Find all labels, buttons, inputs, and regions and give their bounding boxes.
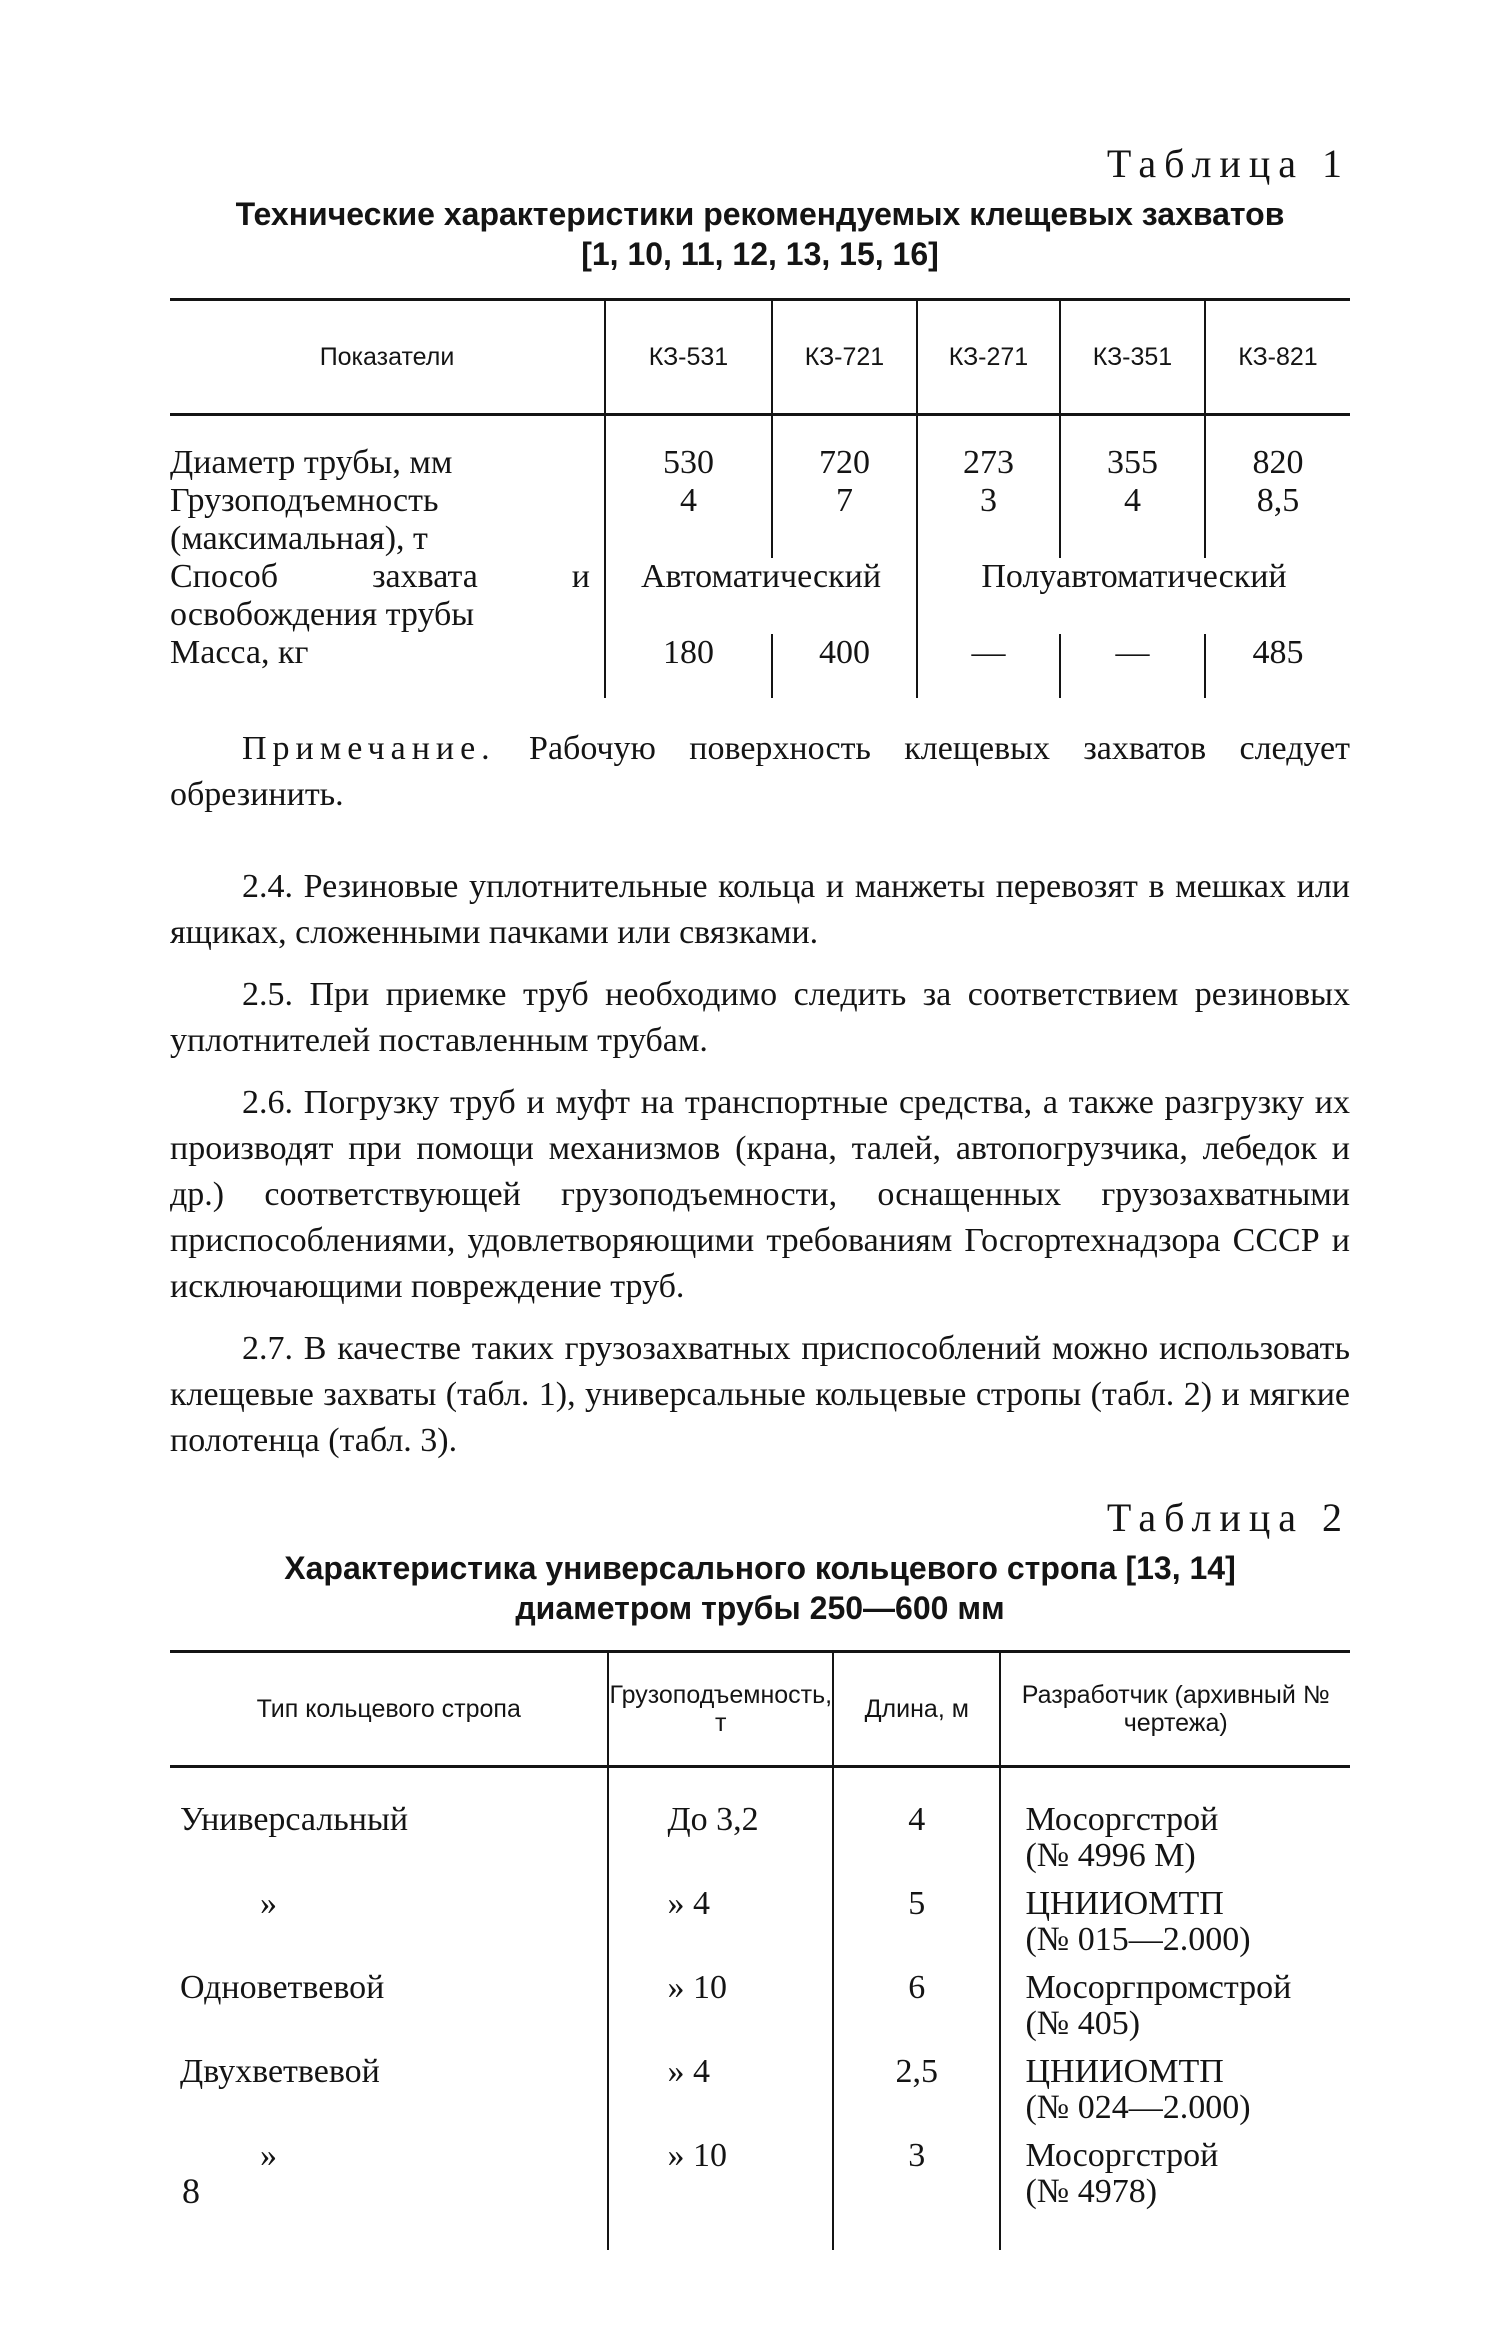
table2-length: 3 bbox=[833, 2126, 1000, 2250]
paragraph-2-4: 2.4. Резиновые уплотнительные кольца и манжеты перевозят в мешках или ящиках, сложенными пачками или связками. bbox=[170, 868, 1350, 951]
table2-type: Универсальный bbox=[180, 1801, 409, 1838]
table2-title bbox=[170, 1548, 1350, 1628]
paragraph-2-7: 2.7. В качестве таких грузозахватных приспособлений можно использовать клещевые захваты (табл. 1), универсальные кольцевые стропы (табл. 2) и мягкие полотенца (табл. 3). bbox=[170, 1330, 1350, 1459]
table2-length: 2,5 bbox=[833, 2042, 1000, 2126]
document-page bbox=[170, 140, 1350, 2250]
table2-type: » bbox=[260, 1885, 277, 1922]
table1-row-method bbox=[170, 558, 1350, 634]
table2-type: » bbox=[260, 2137, 277, 2174]
table2-col-length: Длина, м bbox=[833, 1652, 1000, 1767]
table1-method-semiauto: Полуавтоматический bbox=[917, 558, 1350, 634]
note-text: Рабочую поверхность клещевых захватов следует обрезинить. bbox=[170, 730, 1350, 813]
page-number: 8 bbox=[182, 2171, 200, 2211]
table2-row bbox=[170, 2042, 1350, 2126]
table1-cell: 820 bbox=[1205, 415, 1350, 483]
table1-refs: [1, 10, 11, 12, 13, 15, 16] bbox=[581, 236, 939, 272]
drawing-number: (№ 015—2.000) bbox=[1025, 1921, 1251, 1958]
table2-length: 6 bbox=[833, 1958, 1000, 2042]
table2-header-row bbox=[170, 1652, 1350, 1767]
table1-diameter-label: Диаметр трубы, мм bbox=[170, 444, 453, 481]
table2-developer bbox=[1000, 1767, 1350, 1875]
table1-cell: 485 bbox=[1205, 634, 1350, 698]
table1-cell: — bbox=[1060, 634, 1205, 698]
drawing-number: (№ 405) bbox=[1025, 2005, 1141, 2042]
table2-title-text: Характеристика универсального кольцевого стропа [13, 14] bbox=[284, 1550, 1236, 1586]
table1-capacity-label: Грузоподъемность (максимальная), т bbox=[170, 482, 439, 557]
table2-row bbox=[170, 2126, 1350, 2250]
note-label: Примечание. bbox=[242, 730, 496, 767]
table1-title bbox=[170, 194, 1350, 274]
table1-col-kz721: КЗ-721 bbox=[772, 300, 917, 415]
table1-method-auto: Автоматический bbox=[605, 558, 917, 634]
table1-cell: — bbox=[917, 634, 1060, 698]
table1-cell: 530 bbox=[605, 415, 772, 483]
table1-cell: 4 bbox=[1060, 482, 1205, 558]
drawing-number: (№ 4978) bbox=[1025, 2173, 1158, 2210]
table2-load: » 10 bbox=[608, 1958, 833, 2042]
drawing-number: (№ 4996 М) bbox=[1025, 1837, 1196, 1874]
table2-label: Таблица 2 bbox=[1106, 1495, 1350, 1540]
developer-name: Мосоргстрой bbox=[1025, 1801, 1219, 1838]
table2 bbox=[170, 1650, 1350, 2250]
table2-type: Двухветвевой bbox=[180, 2053, 380, 2090]
table2-load: » 4 bbox=[608, 2042, 833, 2126]
table2-developer bbox=[1000, 2126, 1350, 2250]
table1-col-kz351: КЗ-351 bbox=[1060, 300, 1205, 415]
table1-cell: 273 bbox=[917, 415, 1060, 483]
table1-mass-label: Масса, кг bbox=[170, 634, 309, 671]
paragraph-2-5: 2.5. При приемке труб необходимо следить за соответствием резиновых уплотнителей поставленным трубам. bbox=[170, 976, 1350, 1059]
paragraph-2-6: 2.6. Погрузку труб и муфт на транспортные средства, а также разгрузку их производят при помощи механизмов (крана, талей, автопогрузчика, лебедок и др.) соответствующей грузоподъемности, оснащенных грузозахватными приспособлениями, удовлетворяющими требованиям Госгортехнадзора СССР и исключающими повреждение труб. bbox=[170, 1084, 1350, 1305]
table1-note bbox=[170, 726, 1350, 818]
table1-header-row bbox=[170, 300, 1350, 415]
table2-load: » 4 bbox=[608, 1874, 833, 1958]
table1-cell: 8,5 bbox=[1205, 482, 1350, 558]
table2-developer bbox=[1000, 1958, 1350, 2042]
table2-developer bbox=[1000, 2042, 1350, 2126]
table2-length: 4 bbox=[833, 1767, 1000, 1875]
table1-cell: 355 bbox=[1060, 415, 1205, 483]
table2-load: » 10 bbox=[608, 2126, 833, 2250]
table1-col-kz821: КЗ-821 bbox=[1205, 300, 1350, 415]
table2-subtitle: диаметром трубы 250—600 мм bbox=[515, 1590, 1005, 1626]
table1-label: Таблица 1 bbox=[1106, 141, 1350, 186]
developer-name: Мосоргпромстрой bbox=[1025, 1969, 1292, 2006]
table1 bbox=[170, 298, 1350, 698]
table1-title-text: Технические характеристики рекомендуемых клещевых захватов bbox=[235, 196, 1285, 232]
table1-method-label: Способ захвата и освобождения трубы bbox=[170, 558, 590, 633]
table2-length: 5 bbox=[833, 1874, 1000, 1958]
table2-col-type: Тип кольцевого стропа bbox=[170, 1652, 608, 1767]
table1-cell: 720 bbox=[772, 415, 917, 483]
table2-type: Одноветвевой bbox=[180, 1969, 385, 2006]
table2-developer bbox=[1000, 1874, 1350, 1958]
developer-name: ЦНИИОМТП bbox=[1025, 1885, 1224, 1922]
table1-col-kz531: КЗ-531 bbox=[605, 300, 772, 415]
table1-col-kz271: КЗ-271 bbox=[917, 300, 1060, 415]
table2-col-developer: Разработчик (архивный № чертежа) bbox=[1000, 1652, 1350, 1767]
table1-cell: 400 bbox=[772, 634, 917, 698]
table1-cell: 180 bbox=[605, 634, 772, 698]
table1-col-params: Показатели bbox=[170, 300, 605, 415]
developer-name: Мосоргстрой bbox=[1025, 2137, 1219, 2174]
table1-row-mass bbox=[170, 634, 1350, 698]
table2-row bbox=[170, 1874, 1350, 1958]
table2-row bbox=[170, 1767, 1350, 1875]
table1-row-capacity bbox=[170, 482, 1350, 558]
table1-row-diameter bbox=[170, 415, 1350, 483]
table2-row bbox=[170, 1958, 1350, 2042]
drawing-number: (№ 024—2.000) bbox=[1025, 2089, 1251, 2126]
table1-cell: 4 bbox=[605, 482, 772, 558]
table1-cell: 3 bbox=[917, 482, 1060, 558]
table1-cell: 7 bbox=[772, 482, 917, 558]
table2-load: До 3,2 bbox=[608, 1767, 833, 1875]
developer-name: ЦНИИОМТП bbox=[1025, 2053, 1224, 2090]
table2-col-load: Грузоподъемность, т bbox=[608, 1652, 833, 1767]
